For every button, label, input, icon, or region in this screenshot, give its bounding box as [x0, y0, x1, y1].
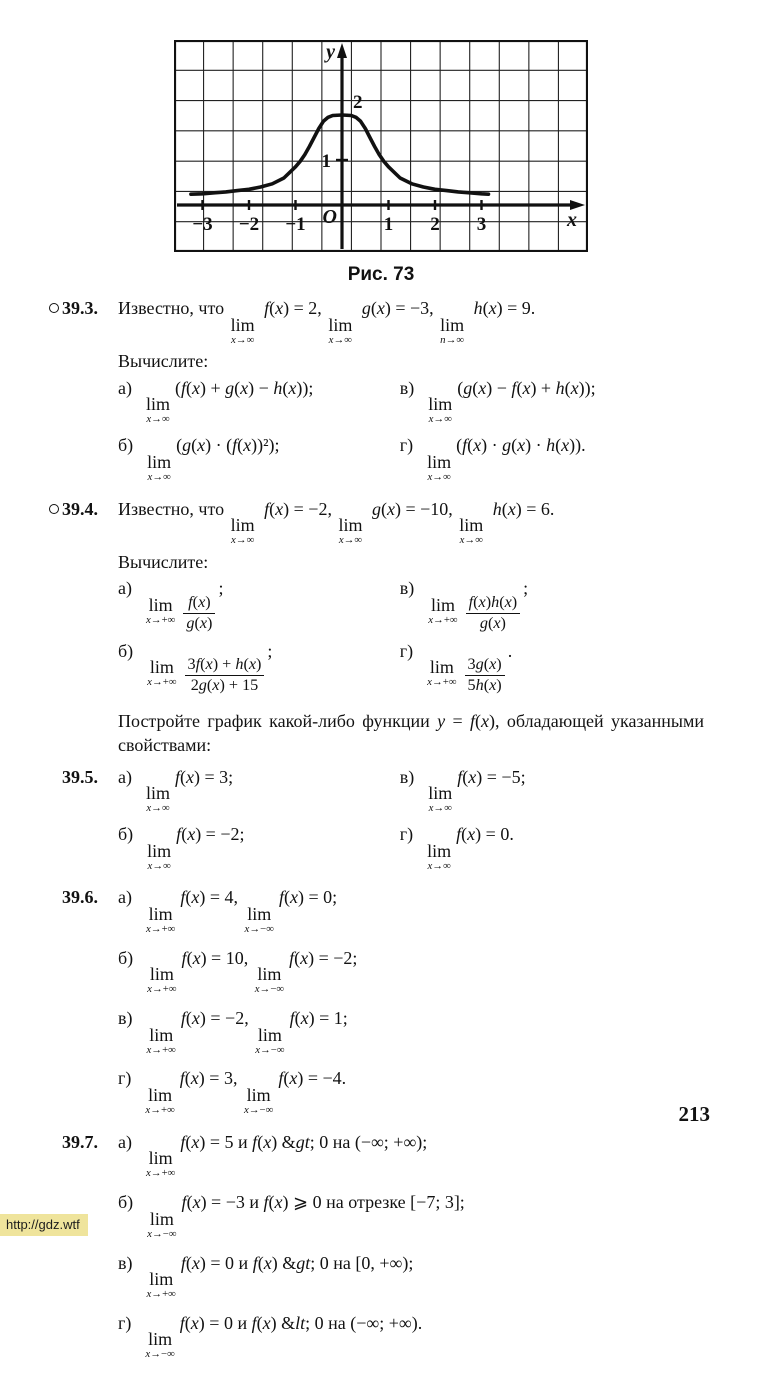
- y-axis-arrow-icon: [337, 43, 347, 58]
- item-label: г): [118, 1312, 132, 1333]
- x-tick-label: −3: [192, 214, 213, 235]
- item: в) lim x→∞ f(x) = −5;: [399, 766, 526, 815]
- limit-subscript: x→∞: [147, 859, 171, 872]
- item-label: а): [118, 578, 132, 599]
- exercises: [0, 297, 760, 1375]
- fraction: $\frac{f(x)}{g(x)}$: [183, 594, 215, 633]
- x-tick-label: −2: [238, 214, 260, 235]
- problem-39-5: [62, 766, 705, 872]
- problem-39-6: [62, 886, 705, 1115]
- limit-subscript: n→∞: [440, 333, 465, 346]
- limit-operator: lim x→−∞: [145, 1329, 175, 1361]
- limit-subscript: x→+∞: [147, 983, 177, 996]
- x-axis-label: x: [567, 209, 577, 231]
- limit-operator: lim x→∞: [230, 515, 255, 547]
- limit-subscript: x→+∞: [145, 922, 176, 935]
- item: б) lim x→∞ f(x) = −2;: [118, 824, 245, 872]
- problem-number: 39.6.: [62, 887, 98, 908]
- item: а) lim x→∞ f(x) = 3;: [118, 766, 234, 815]
- figure-caption: Рис. 73: [347, 264, 415, 285]
- limit-subscript: x→+∞: [147, 676, 177, 689]
- limit-operator: lim x→+∞: [145, 594, 176, 626]
- item-row: [118, 823, 705, 871]
- figure-73: [174, 40, 588, 252]
- problem-39-7: [62, 1131, 705, 1360]
- problem-task: Вычислите:: [118, 351, 209, 372]
- x-tick-label: −1: [285, 214, 306, 235]
- limit-operator: lim x→+∞: [147, 964, 177, 996]
- grid-lines: [174, 40, 588, 252]
- item-label: б): [118, 1192, 134, 1213]
- limit-subscript: x→∞: [428, 413, 452, 426]
- limit-subscript: x→+∞: [145, 613, 176, 626]
- limit-subscript: x→∞: [147, 470, 171, 483]
- limit-operator: lim x→∞: [427, 840, 452, 872]
- item-label: в): [399, 578, 415, 599]
- x-tick-label: 1: [383, 214, 394, 235]
- limit-operator: lim x→+∞: [145, 903, 176, 935]
- limit-operator: lim x→∞: [328, 314, 353, 346]
- limit-operator: lim x→∞: [147, 840, 172, 872]
- item-row: [118, 1067, 705, 1115]
- item: а) lim x→∞ (f(x) + g(x) − h(x));: [118, 377, 314, 426]
- problem-39-4: [62, 498, 705, 695]
- problem-number: 39.3.: [62, 298, 98, 318]
- problem-number: 39.7.: [62, 1131, 98, 1152]
- limit-operator: lim x→∞: [427, 451, 452, 483]
- difficulty-marker-icon: [49, 303, 59, 313]
- item-label: а): [118, 377, 132, 398]
- item: а) lim x→+∞ f(x) = 4, lim x→−∞ f(x) = 0;: [118, 887, 338, 935]
- difficulty-marker-icon: [49, 504, 59, 514]
- limit-operator: lim x→+∞: [147, 657, 177, 689]
- item-label: б): [118, 435, 134, 456]
- limit-subscript: x→∞: [146, 802, 170, 815]
- limit-subscript: x→+∞: [145, 1167, 176, 1180]
- item-label: а): [118, 766, 132, 787]
- item-label: в): [399, 766, 415, 787]
- item-label: а): [118, 887, 132, 908]
- watermark-url: http://gdz.wtf: [0, 1214, 88, 1236]
- limit-operator: lim x→∞: [338, 515, 363, 547]
- item-row: [118, 766, 705, 814]
- item-label: в): [118, 1252, 133, 1273]
- item-row: [118, 1312, 705, 1360]
- limit-operator: lim x→∞: [147, 451, 172, 483]
- item: г) lim x→∞ f(x) = 0.: [399, 824, 514, 872]
- limit-subscript: x→∞: [428, 802, 452, 815]
- item: г) lim x→−∞ f(x) = 0 и f(x) &lt; 0 на (−∞; +∞).: [118, 1312, 423, 1361]
- limit-subscript: x→∞: [230, 534, 255, 547]
- limit-operator: lim x→∞: [428, 394, 453, 426]
- y-tick-label: 1: [321, 151, 331, 172]
- limit-subscript: x→∞: [328, 333, 352, 346]
- x-tick-label: 2: [430, 214, 440, 235]
- build-graph-intro: Постройте график какой-либо функции y = f(x), обладающей указанными свойствами:: [118, 710, 704, 755]
- limit-operator: lim x→−∞: [244, 903, 274, 935]
- item-row: [118, 377, 705, 425]
- limit-operator: lim x→∞: [145, 783, 170, 815]
- limit-operator: lim x→+∞: [427, 657, 457, 689]
- problem-statement: Известно, что lim x→∞ f(x) = 2, lim x→∞ g(x) = −3, lim n→∞ h(x) = 9.: [118, 298, 536, 346]
- origin-label: O: [322, 206, 337, 228]
- limit-subscript: x→+∞: [427, 676, 457, 689]
- problem-number: 39.4.: [62, 498, 98, 519]
- item-label: г): [399, 824, 414, 845]
- item-label: а): [118, 1131, 132, 1152]
- item-label: б): [118, 824, 134, 845]
- item-label: б): [118, 947, 134, 968]
- item: а) lim x→+∞ $\frac{f(x)}{g(x)}$ ;: [118, 578, 224, 632]
- limit-subscript: x→∞: [230, 333, 255, 346]
- y-tick-label: 2: [353, 92, 363, 113]
- limit-operator: lim x→−∞: [243, 1085, 274, 1117]
- limit-operator: lim x→+∞: [146, 1269, 176, 1301]
- item: г) lim x→+∞ $\frac{3g(x)}{5h(x)}$ .: [399, 640, 513, 695]
- problem-number: 39.5.: [62, 766, 98, 787]
- limit-operator: lim x→∞: [459, 515, 484, 547]
- limit-subscript: x→∞: [427, 470, 451, 483]
- function-graph: [174, 40, 588, 252]
- item-label: г): [399, 640, 414, 661]
- item: б) lim x→+∞ f(x) = 10, lim x→−∞ f(x) = −2;: [118, 947, 358, 996]
- problem-task: Вычислите:: [118, 551, 209, 572]
- limit-operator: lim x→−∞: [254, 964, 285, 996]
- limit-subscript: x→∞: [146, 413, 170, 426]
- item-row: [118, 577, 705, 632]
- item-label: г): [399, 435, 414, 456]
- limit-operator: lim x→+∞: [428, 594, 458, 626]
- limit-operator: lim x→−∞: [255, 1024, 285, 1056]
- item: в) lim x→+∞ f(x) = 0 и f(x) &gt; 0 на [0, +∞);: [118, 1252, 414, 1301]
- x-tick-label: 3: [476, 214, 487, 235]
- fraction: $\frac{3g(x)}{5h(x)}$: [465, 656, 505, 695]
- limit-subscript: x→+∞: [428, 613, 458, 626]
- limit-subscript: x→+∞: [145, 1104, 175, 1117]
- limit-subscript: x→∞: [338, 534, 363, 547]
- item: в) lim x→∞ (g(x) − f(x) + h(x));: [399, 377, 596, 426]
- limit-operator: lim x→−∞: [147, 1208, 177, 1240]
- item-row: [118, 947, 705, 995]
- function-curve: [191, 115, 489, 194]
- item: в) lim x→+∞ $\frac{f(x)h(x)}{g(x)}$ ;: [399, 578, 529, 632]
- item: б) lim x→+∞ $\frac{3f(x) + h(x)}{2g(x) + 15}$ ;: [118, 640, 273, 695]
- y-axis-label: y: [326, 41, 335, 63]
- item-label: в): [399, 377, 415, 398]
- item-row: [118, 1007, 705, 1055]
- item: в) lim x→+∞ f(x) = −2, lim x→−∞ f(x) = 1;: [118, 1008, 348, 1056]
- limit-operator: lim x→∞: [145, 394, 170, 426]
- limit-subscript: x→∞: [459, 534, 483, 547]
- limit-subscript: x→−∞: [255, 1043, 285, 1056]
- limit-operator: lim x→∞: [428, 783, 453, 815]
- limit-subscript: x→+∞: [146, 1043, 176, 1056]
- item-row: [118, 434, 705, 482]
- item-label: г): [118, 1068, 132, 1089]
- problem-39-3: [62, 297, 705, 483]
- limit-subscript: x→−∞: [145, 1348, 175, 1361]
- limit-subscript: x→+∞: [146, 1288, 176, 1301]
- limit-operator: lim x→+∞: [145, 1148, 176, 1180]
- item: б) lim x→−∞ f(x) = −3 и f(x) ⩾ 0 на отрезке [−7; 3];: [118, 1192, 465, 1240]
- item-row: [118, 886, 705, 934]
- item-label: в): [118, 1008, 133, 1029]
- page-number: 213: [678, 1102, 710, 1126]
- item: б) lim x→∞ (g(x) · (f(x))²);: [118, 435, 280, 483]
- limit-subscript: x→−∞: [254, 983, 285, 996]
- limit-operator: lim x→∞: [230, 314, 255, 346]
- item-row: [118, 1191, 705, 1239]
- item: г) lim x→∞ (f(x) · g(x) · h(x)).: [399, 435, 586, 483]
- limit-operator: lim x→+∞: [146, 1024, 176, 1056]
- limit-operator: lim x→+∞: [145, 1085, 175, 1117]
- limit-subscript: x→−∞: [243, 1104, 274, 1117]
- item-row: [118, 1131, 705, 1179]
- item-row: [118, 640, 705, 695]
- item: а) lim x→+∞ f(x) = 5 и f(x) &gt; 0 на (−∞; +∞);: [118, 1131, 428, 1180]
- item-row: [118, 1252, 705, 1300]
- limit-subscript: x→−∞: [244, 922, 274, 935]
- limit-operator: lim n→∞: [440, 314, 465, 346]
- limit-subscript: x→∞: [427, 859, 451, 872]
- item: г) lim x→+∞ f(x) = 3, lim x→−∞ f(x) = −4.: [118, 1068, 347, 1117]
- item-label: б): [118, 640, 134, 661]
- limit-subscript: x→−∞: [147, 1227, 177, 1240]
- fraction: $\frac{f(x)h(x)}{g(x)}$: [466, 594, 521, 633]
- fraction: $\frac{3f(x) + h(x)}{2g(x) + 15}$: [185, 656, 265, 695]
- problem-statement: Известно, что lim x→∞ f(x) = −2, lim x→∞ g(x) = −10, lim x→∞ h(x) = 6.: [118, 498, 555, 547]
